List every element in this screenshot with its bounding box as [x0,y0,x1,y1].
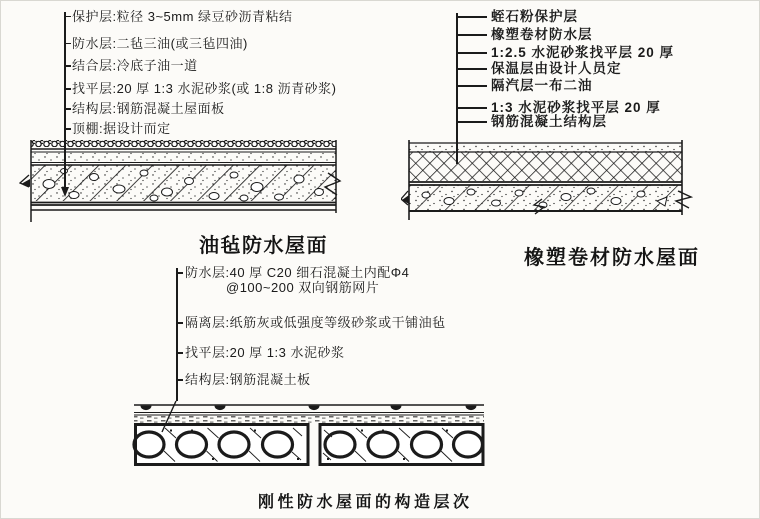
leader-tick [64,108,71,110]
membrane-roof-caption: 橡塑卷材防水屋面 [524,247,700,269]
leader-tick [64,65,71,67]
rigid-roof-layer-label: 找平层:20 厚 1:3 水泥砂浆 [185,345,345,360]
rigid-roof-leader-line [176,268,178,401]
rigid-roof-section-drawing [132,399,488,473]
felt-roof-layer-label: 结合层:冷底子油一道 [72,58,198,73]
membrane-roof-layer-label: 1:2.5 水泥砂浆找平层 20 厚 [491,45,675,60]
leader-dash [456,68,487,70]
leader-tick [64,88,71,90]
leader-tick [64,43,71,45]
rigid-roof-layer-label: @100~200 双向钢筋网片 [226,280,380,295]
membrane-roof-layer-label: 蛭石粉保护层 [491,9,578,24]
leader-dash [456,16,487,18]
felt-roof-leader-arrow-icon [61,187,69,197]
membrane-roof-layer-label: 保温层由设计人员定 [491,61,622,76]
membrane-roof-layer-label: 橡塑卷材防水层 [491,27,593,42]
leader-dash [456,52,487,54]
felt-roof-layer-label: 找平层:20 厚 1:3 水泥砂浆(或 1:8 沥青砂浆) [72,81,337,96]
membrane-roof-layer-label: 钢筋混凝土结构层 [491,114,607,129]
felt-roof-section-drawing [19,137,359,225]
felt-roof-layer-label: 防水层:二毡三油(或三毡四油) [72,36,248,51]
leader-tick [64,16,71,18]
leader-tick [176,352,183,354]
felt-roof-layer-label: 顶棚:据设计而定 [72,121,171,136]
leader-dash [456,107,487,109]
leader-tick [64,128,71,130]
rigid-roof-layer-label: 结构层:钢筋混凝土板 [185,372,311,387]
rigid-roof-layer-label: 隔离层:纸筋灰或低强度等级砂浆或干铺油毡 [185,315,446,330]
leader-tick [176,379,183,381]
membrane-roof-layer-label: 隔汽层一布二油 [491,78,593,93]
membrane-roof-section-drawing [401,135,693,223]
leader-dash [456,121,487,123]
rigid-roof-caption: 刚性防水屋面的构造层次 [258,494,473,511]
membrane-roof-leader-line [456,13,458,164]
felt-roof-leader-line [64,12,66,188]
leader-tick [176,322,183,324]
membrane-roof-layer-label: 1:3 水泥砂浆找平层 20 厚 [491,100,661,115]
rigid-roof-layer-label: 防水层:40 厚 C20 细石混凝土内配Φ4 [185,265,410,280]
felt-roof-layer-label: 保护层:粒径 3~5mm 绿豆砂沥青粘结 [72,9,293,24]
felt-roof-caption: 油毡防水屋面 [199,235,328,257]
leader-tick [176,272,183,274]
leader-dash [456,85,487,87]
leader-dash [456,34,487,36]
felt-roof-layer-label: 结构层:钢筋混凝土屋面板 [72,101,225,116]
